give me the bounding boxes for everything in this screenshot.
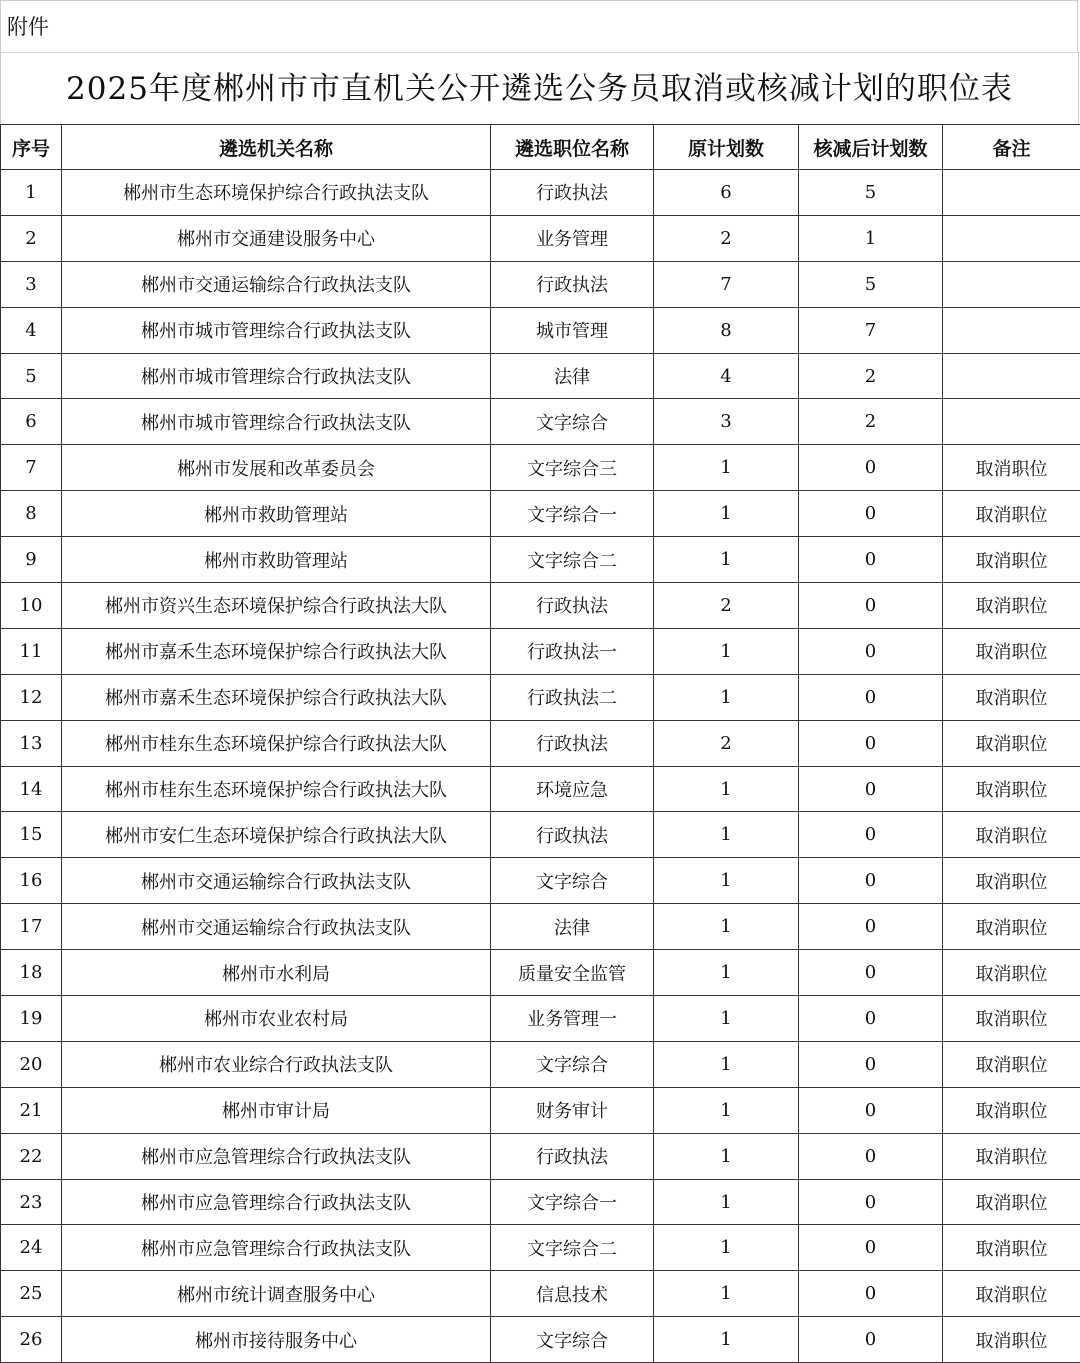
cell-index: 5 [1, 353, 62, 399]
cell-original-plan: 1 [654, 904, 799, 950]
cell-index: 17 [1, 904, 62, 950]
cell-position: 行政执法 [491, 583, 654, 629]
table-row [1, 904, 1080, 950]
cell-index: 3 [1, 261, 62, 307]
cell-reduced-plan: 0 [799, 1133, 943, 1179]
cell-position: 业务管理 [491, 215, 654, 261]
cell-reduced-plan: 0 [799, 904, 943, 950]
cell-remarks: 取消职位 [943, 904, 1080, 950]
table-row [1, 170, 1080, 216]
cell-agency: 郴州市统计调查服务中心 [62, 1271, 491, 1317]
cell-remarks: 取消职位 [943, 812, 1080, 858]
cell-reduced-plan: 0 [799, 1317, 943, 1363]
cell-agency: 郴州市嘉禾生态环境保护综合行政执法大队 [62, 628, 491, 674]
cell-index: 7 [1, 445, 62, 491]
cell-original-plan: 3 [654, 399, 799, 445]
cell-original-plan: 1 [654, 766, 799, 812]
cell-original-plan: 1 [654, 674, 799, 720]
cell-agency: 郴州市农业农村局 [62, 996, 491, 1042]
cell-index: 25 [1, 1271, 62, 1317]
table-row [1, 628, 1080, 674]
cell-agency: 郴州市资兴生态环境保护综合行政执法大队 [62, 583, 491, 629]
cell-position: 业务管理一 [491, 996, 654, 1042]
table-row [1, 812, 1080, 858]
cell-original-plan: 1 [654, 1317, 799, 1363]
cell-agency: 郴州市应急管理综合行政执法支队 [62, 1133, 491, 1179]
table-header-row [1, 125, 1080, 170]
cell-agency: 郴州市生态环境保护综合行政执法支队 [62, 170, 491, 216]
cell-agency: 郴州市发展和改革委员会 [62, 445, 491, 491]
cell-reduced-plan: 0 [799, 1271, 943, 1317]
cell-original-plan: 1 [654, 996, 799, 1042]
cell-reduced-plan: 0 [799, 491, 943, 537]
cell-reduced-plan: 0 [799, 537, 943, 583]
cell-position: 城市管理 [491, 307, 654, 353]
cell-agency: 郴州市安仁生态环境保护综合行政执法大队 [62, 812, 491, 858]
cell-original-plan: 1 [654, 1225, 799, 1271]
cell-agency: 郴州市水利局 [62, 950, 491, 996]
header-position: 遴选职位名称 [491, 125, 654, 170]
cell-reduced-plan: 2 [799, 399, 943, 445]
cell-reduced-plan: 5 [799, 170, 943, 216]
cell-position: 文字综合 [491, 1317, 654, 1363]
attachment-label: 附件 [0, 0, 1078, 52]
cell-original-plan: 2 [654, 215, 799, 261]
cell-remarks: 取消职位 [943, 720, 1080, 766]
cell-position: 文字综合 [491, 1041, 654, 1087]
table-row [1, 1317, 1080, 1363]
cell-index: 16 [1, 858, 62, 904]
cell-remarks [943, 399, 1080, 445]
cell-index: 10 [1, 583, 62, 629]
table-row [1, 996, 1080, 1042]
cell-index: 6 [1, 399, 62, 445]
cell-reduced-plan: 0 [799, 445, 943, 491]
cell-position: 文字综合三 [491, 445, 654, 491]
cell-agency: 郴州市农业综合行政执法支队 [62, 1041, 491, 1087]
cell-reduced-plan: 1 [799, 215, 943, 261]
cell-reduced-plan: 0 [799, 674, 943, 720]
cell-reduced-plan: 0 [799, 1225, 943, 1271]
cell-remarks: 取消职位 [943, 1041, 1080, 1087]
table-row [1, 491, 1080, 537]
cell-reduced-plan: 0 [799, 950, 943, 996]
cell-reduced-plan: 0 [799, 720, 943, 766]
positions-table [0, 124, 1080, 1363]
cell-position: 文字综合一 [491, 1179, 654, 1225]
cell-index: 15 [1, 812, 62, 858]
cell-agency: 郴州市嘉禾生态环境保护综合行政执法大队 [62, 674, 491, 720]
cell-original-plan: 1 [654, 812, 799, 858]
table-row [1, 1041, 1080, 1087]
cell-remarks: 取消职位 [943, 1271, 1080, 1317]
cell-original-plan: 4 [654, 353, 799, 399]
cell-remarks: 取消职位 [943, 491, 1080, 537]
cell-agency: 郴州市城市管理综合行政执法支队 [62, 399, 491, 445]
cell-reduced-plan: 2 [799, 353, 943, 399]
table-row [1, 307, 1080, 353]
table-row [1, 1179, 1080, 1225]
cell-original-plan: 7 [654, 261, 799, 307]
cell-reduced-plan: 0 [799, 858, 943, 904]
cell-remarks: 取消职位 [943, 1133, 1080, 1179]
cell-position: 文字综合二 [491, 1225, 654, 1271]
table-row [1, 1087, 1080, 1133]
cell-remarks: 取消职位 [943, 950, 1080, 996]
cell-agency: 郴州市交通建设服务中心 [62, 215, 491, 261]
header-agency: 遴选机关名称 [62, 125, 491, 170]
table-row [1, 353, 1080, 399]
table-row [1, 445, 1080, 491]
cell-remarks [943, 215, 1080, 261]
cell-original-plan: 1 [654, 445, 799, 491]
cell-position: 信息技术 [491, 1271, 654, 1317]
cell-original-plan: 1 [654, 1041, 799, 1087]
cell-index: 24 [1, 1225, 62, 1271]
cell-position: 文字综合 [491, 399, 654, 445]
cell-position: 行政执法 [491, 812, 654, 858]
header-reduced-plan: 核减后计划数 [799, 125, 943, 170]
cell-index: 4 [1, 307, 62, 353]
cell-position: 行政执法二 [491, 674, 654, 720]
cell-index: 12 [1, 674, 62, 720]
cell-position: 法律 [491, 904, 654, 950]
cell-remarks: 取消职位 [943, 858, 1080, 904]
cell-agency: 郴州市交通运输综合行政执法支队 [62, 904, 491, 950]
cell-agency: 郴州市交通运输综合行政执法支队 [62, 858, 491, 904]
cell-index: 14 [1, 766, 62, 812]
header-index: 序号 [1, 125, 62, 170]
cell-remarks: 取消职位 [943, 1179, 1080, 1225]
cell-reduced-plan: 0 [799, 812, 943, 858]
cell-remarks: 取消职位 [943, 537, 1080, 583]
cell-reduced-plan: 0 [799, 1179, 943, 1225]
cell-agency: 郴州市交通运输综合行政执法支队 [62, 261, 491, 307]
cell-agency: 郴州市救助管理站 [62, 491, 491, 537]
cell-position: 文字综合二 [491, 537, 654, 583]
cell-remarks [943, 170, 1080, 216]
cell-agency: 郴州市审计局 [62, 1087, 491, 1133]
cell-agency: 郴州市桂东生态环境保护综合行政执法大队 [62, 766, 491, 812]
cell-reduced-plan: 5 [799, 261, 943, 307]
cell-position: 行政执法 [491, 170, 654, 216]
cell-remarks [943, 261, 1080, 307]
table-row [1, 399, 1080, 445]
table-row [1, 766, 1080, 812]
cell-reduced-plan: 0 [799, 628, 943, 674]
cell-reduced-plan: 0 [799, 1041, 943, 1087]
table-row [1, 674, 1080, 720]
cell-original-plan: 1 [654, 1087, 799, 1133]
cell-remarks: 取消职位 [943, 674, 1080, 720]
cell-reduced-plan: 0 [799, 1087, 943, 1133]
cell-original-plan: 8 [654, 307, 799, 353]
cell-agency: 郴州市城市管理综合行政执法支队 [62, 353, 491, 399]
table-row [1, 583, 1080, 629]
cell-remarks: 取消职位 [943, 445, 1080, 491]
cell-index: 19 [1, 996, 62, 1042]
cell-original-plan: 2 [654, 720, 799, 766]
table-row [1, 1225, 1080, 1271]
cell-remarks: 取消职位 [943, 583, 1080, 629]
cell-agency: 郴州市桂东生态环境保护综合行政执法大队 [62, 720, 491, 766]
table-row [1, 537, 1080, 583]
cell-remarks: 取消职位 [943, 996, 1080, 1042]
cell-original-plan: 1 [654, 858, 799, 904]
cell-remarks: 取消职位 [943, 1225, 1080, 1271]
cell-position: 行政执法一 [491, 628, 654, 674]
cell-agency: 郴州市应急管理综合行政执法支队 [62, 1179, 491, 1225]
table-row [1, 950, 1080, 996]
cell-original-plan: 1 [654, 1179, 799, 1225]
cell-reduced-plan: 0 [799, 766, 943, 812]
cell-reduced-plan: 0 [799, 583, 943, 629]
cell-index: 13 [1, 720, 62, 766]
table-row [1, 261, 1080, 307]
cell-remarks [943, 353, 1080, 399]
cell-index: 8 [1, 491, 62, 537]
cell-position: 质量安全监管 [491, 950, 654, 996]
cell-index: 26 [1, 1317, 62, 1363]
page-title: 2025年度郴州市市直机关公开遴选公务员取消或核减计划的职位表 [0, 52, 1079, 124]
cell-reduced-plan: 0 [799, 996, 943, 1042]
cell-index: 20 [1, 1041, 62, 1087]
cell-remarks: 取消职位 [943, 766, 1080, 812]
cell-agency: 郴州市接待服务中心 [62, 1317, 491, 1363]
cell-index: 9 [1, 537, 62, 583]
header-remarks: 备注 [943, 125, 1080, 170]
table-row [1, 858, 1080, 904]
cell-agency: 郴州市救助管理站 [62, 537, 491, 583]
cell-remarks: 取消职位 [943, 1087, 1080, 1133]
cell-original-plan: 1 [654, 1271, 799, 1317]
cell-index: 11 [1, 628, 62, 674]
cell-original-plan: 1 [654, 1133, 799, 1179]
cell-original-plan: 1 [654, 628, 799, 674]
table-row [1, 720, 1080, 766]
cell-original-plan: 2 [654, 583, 799, 629]
cell-index: 21 [1, 1087, 62, 1133]
cell-index: 23 [1, 1179, 62, 1225]
cell-position: 文字综合一 [491, 491, 654, 537]
cell-position: 行政执法 [491, 261, 654, 307]
cell-remarks: 取消职位 [943, 1317, 1080, 1363]
table-row [1, 215, 1080, 261]
cell-position: 法律 [491, 353, 654, 399]
cell-remarks [943, 307, 1080, 353]
cell-position: 行政执法 [491, 720, 654, 766]
cell-index: 1 [1, 170, 62, 216]
cell-reduced-plan: 7 [799, 307, 943, 353]
cell-original-plan: 1 [654, 491, 799, 537]
cell-agency: 郴州市应急管理综合行政执法支队 [62, 1225, 491, 1271]
cell-agency: 郴州市城市管理综合行政执法支队 [62, 307, 491, 353]
cell-position: 行政执法 [491, 1133, 654, 1179]
cell-original-plan: 1 [654, 537, 799, 583]
cell-position: 财务审计 [491, 1087, 654, 1133]
cell-position: 环境应急 [491, 766, 654, 812]
cell-remarks: 取消职位 [943, 628, 1080, 674]
table-row [1, 1133, 1080, 1179]
cell-index: 22 [1, 1133, 62, 1179]
cell-original-plan: 6 [654, 170, 799, 216]
cell-index: 2 [1, 215, 62, 261]
cell-index: 18 [1, 950, 62, 996]
table-row [1, 1271, 1080, 1317]
cell-position: 文字综合 [491, 858, 654, 904]
cell-original-plan: 1 [654, 950, 799, 996]
header-original-plan: 原计划数 [654, 125, 799, 170]
